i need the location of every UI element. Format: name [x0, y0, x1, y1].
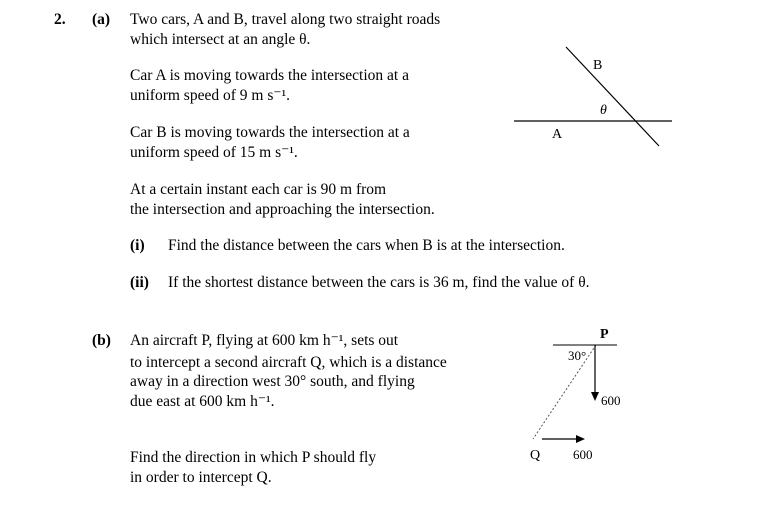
- label-speed-q: 600: [573, 447, 593, 462]
- label-angle: 30°: [568, 348, 587, 363]
- part-b-line-4: due east at 600 km h⁻¹.: [130, 393, 275, 410]
- part-a-intro-line-1: Two cars, A and B, travel along two straight roads: [130, 11, 441, 28]
- p-q-dashed-line: [533, 345, 596, 439]
- question-number: 2.: [54, 11, 66, 28]
- part-b-question-line-1: Find the direction in which P should fly: [130, 449, 377, 466]
- label-speed-p: 600: [601, 393, 621, 408]
- car-b-line-1: Car B is moving towards the intersection at a: [130, 124, 410, 141]
- sub-i-text: Find the distance between the cars when B is at the intersection.: [168, 237, 565, 254]
- part-a-label: (a): [92, 11, 111, 28]
- instant-line-2: the intersection and approaching the intersection.: [130, 201, 435, 218]
- diagram-label-theta: θ: [600, 103, 607, 118]
- sub-ii-text: If the shortest distance between the cars is 36 m, find the value of θ.: [168, 274, 590, 291]
- part-b-label: (b): [92, 332, 111, 349]
- car-b-line-2: uniform speed of 15 m s⁻¹.: [130, 144, 298, 161]
- part-b-line-1: An aircraft P, flying at 600 km h⁻¹, sets out: [130, 332, 399, 349]
- car-a-line-1: Car A is moving towards the intersection at a: [130, 67, 409, 84]
- diagram-label-a: A: [552, 127, 563, 142]
- sub-ii-label: (ii): [130, 274, 149, 291]
- label-q: Q: [530, 448, 541, 463]
- part-b-question-line-2: in order to intercept Q.: [130, 469, 272, 486]
- p-velocity-arrowhead: [591, 392, 599, 401]
- label-p: P: [600, 327, 609, 342]
- sub-i-label: (i): [130, 237, 145, 254]
- instant-line-1: At a certain instant each car is 90 m from: [130, 181, 387, 198]
- diagram-label-b: B: [593, 58, 603, 73]
- part-b-line-3: away in a direction west 30° south, and flying: [130, 373, 415, 390]
- part-b-line-2: to intercept a second aircraft Q, which is a distance: [130, 354, 447, 371]
- car-a-line-2: uniform speed of 9 m s⁻¹.: [130, 87, 291, 104]
- q-velocity-arrowhead: [576, 435, 585, 443]
- part-a-intro-line-2: which intersect at an angle θ.: [130, 31, 311, 48]
